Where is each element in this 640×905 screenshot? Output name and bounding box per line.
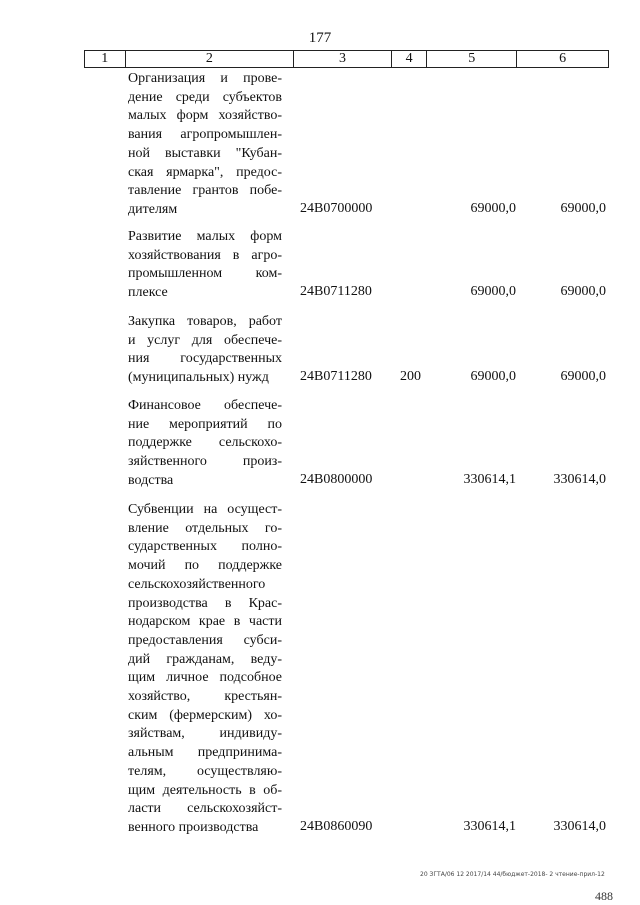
description-line: ская ярмарка", предос- (128, 164, 282, 180)
description-line: Закупка товаров, работ (128, 314, 282, 329)
description-line: Субвенции на осущест- (128, 502, 282, 517)
row-description (128, 501, 282, 838)
description-line: вление отдельных го- (128, 520, 282, 536)
row-code: 24В0800000 (300, 471, 373, 487)
description-line: малых форм хозяйство- (128, 108, 282, 124)
description-line: водства (128, 472, 174, 488)
description-line: нодарском крае в части (128, 614, 282, 630)
description-line: плексе (128, 285, 168, 301)
description-line: сударственных полно- (128, 539, 282, 555)
description-line: производства в Крас- (128, 595, 282, 611)
description-line: вания агропромышлен- (128, 127, 282, 143)
row-amount-col5: 330614,1 (463, 818, 516, 834)
row-description (128, 228, 282, 303)
description-line: (муниципальных) нужд (128, 370, 269, 386)
column-header-3: 3 (294, 51, 392, 68)
row-amount-col6: 69000,0 (560, 284, 606, 300)
description-line: ние мероприятий по (128, 416, 282, 432)
row-amount-col5: 69000,0 (470, 284, 516, 300)
footer-file-path: 20 ЗГТА/06 12 2017/14 44/бюджет-2018- 2 чтение-прил-12 (420, 871, 605, 878)
row-code: 24В0700000 (300, 200, 373, 216)
description-line: хозяйство, крестьян- (128, 689, 282, 705)
row-amount-col5: 69000,0 (470, 369, 516, 385)
description-line: альным предпринима- (128, 745, 282, 761)
description-line: ласти сельскохозяйст- (128, 801, 282, 817)
description-line: щим личное подсобное (128, 670, 282, 686)
description-line: ским (фермерским) хо- (128, 707, 282, 723)
column-header-4: 4 (391, 51, 427, 68)
row-expense-type: 200 (400, 369, 421, 385)
description-line: ния государственных (128, 351, 282, 367)
description-line: сельскохозяйственного (128, 576, 266, 592)
row-amount-col6: 330614,0 (553, 818, 606, 834)
column-header-row (84, 50, 609, 68)
row-code: 24В0711280 (300, 284, 372, 300)
description-line: венного производства (128, 819, 259, 835)
column-header-1: 1 (85, 51, 126, 68)
row-description (128, 70, 282, 220)
column-header-6: 6 (517, 51, 609, 68)
row-amount-col6: 69000,0 (560, 369, 606, 385)
row-description (128, 313, 282, 388)
column-header-2: 2 (125, 51, 294, 68)
row-description (128, 397, 282, 491)
description-line: дителям (128, 201, 178, 217)
row-code: 24В0711280 (300, 369, 372, 385)
row-amount-col5: 69000,0 (470, 200, 516, 216)
description-line: зяйствам, индивиду- (128, 726, 282, 742)
description-line: тавление грантов побе- (128, 183, 282, 199)
row-amount-col6: 330614,0 (553, 471, 606, 487)
description-line: Организация и прове- (128, 71, 282, 86)
description-line: Финансовое обеспече- (128, 398, 282, 413)
description-line: дение среди субъектов (128, 89, 282, 105)
description-line: хозяйствования в агро- (128, 247, 282, 263)
description-line: щим деятельность в об- (128, 782, 282, 798)
description-line: мочий по поддержке (128, 558, 282, 574)
description-line: зяйственного произ- (128, 454, 282, 470)
row-amount-col6: 69000,0 (560, 200, 606, 216)
description-line: дий гражданам, веду- (128, 651, 282, 667)
description-line: поддержке сельскохо- (128, 435, 282, 451)
page-number: 177 (308, 30, 332, 46)
row-amount-col5: 330614,1 (463, 471, 516, 487)
row-code: 24В0860090 (300, 818, 373, 834)
description-line: Развитие малых форм (128, 229, 282, 244)
column-header-5: 5 (427, 51, 517, 68)
footer-page-number: 488 (595, 889, 613, 903)
description-line: телям, осуществляю- (128, 763, 282, 779)
description-line: и услуг для обеспече- (128, 332, 282, 348)
description-line: промышленном ком- (128, 266, 282, 282)
description-line: предоставления субси- (128, 632, 282, 648)
description-line: ной выставки "Кубан- (128, 145, 282, 161)
